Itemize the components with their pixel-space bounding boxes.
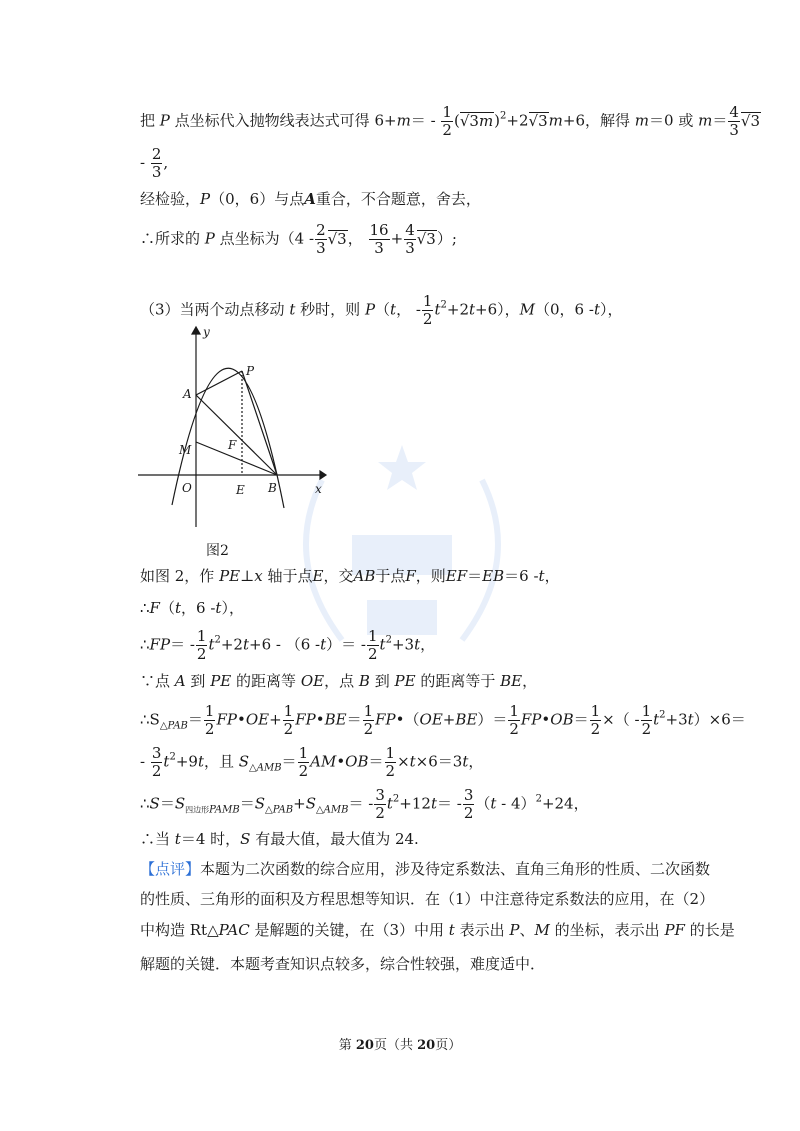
sqrt: √3m bbox=[459, 111, 494, 130]
fraction: $\frac{2}{3}$ bbox=[316, 221, 326, 257]
fraction: $\frac{3}{2}$ bbox=[463, 786, 474, 822]
comment-line-2: 的性质、三角形的面积及方程思想等知识．在（1）中注意待定系数法的应用，在（2） bbox=[140, 890, 715, 908]
fraction: $\frac{3}{2}$ bbox=[151, 744, 162, 780]
text-line-6: 如图 2，作 PE⊥x 轴于点E，交AB于点F，则EF＝EB＝6 -t， bbox=[140, 567, 560, 585]
label-O: O bbox=[182, 481, 192, 495]
fraction: $\frac{4}{3}$ bbox=[405, 221, 415, 257]
label-E: E bbox=[236, 483, 245, 497]
fraction: $\frac{1}{2}$ bbox=[422, 292, 433, 328]
label-M: M bbox=[179, 443, 192, 457]
x-axis-arrow bbox=[320, 471, 326, 479]
label-A: A bbox=[183, 387, 192, 401]
fraction: $\frac{1}{2}$ bbox=[368, 627, 378, 663]
fraction: $\frac{2}{3}$ bbox=[151, 145, 162, 181]
fraction: $\frac{1}{2}$ bbox=[196, 627, 207, 663]
fraction: $\frac{1}{2}$ bbox=[363, 702, 374, 738]
fraction: $\frac{1}{2}$ bbox=[509, 702, 519, 738]
figure-caption: 图2 bbox=[206, 543, 229, 559]
text-line-5: （3）当两个动点移动 t 秒时，则 P（t， - $\frac{1}{2}$ $t^2+2t+6$），M（0，6 -t）， bbox=[140, 292, 623, 328]
text-line-4: ∴所求的 P 点坐标为（4 - $\frac{2}{3}$ √3， $\frac{16}{3}$ + $\frac{4}{3}$ √3）; bbox=[140, 221, 457, 257]
sqrt: √3 bbox=[327, 229, 347, 248]
sqrt: √3 bbox=[740, 111, 761, 130]
comment-tag: 【点评】 bbox=[140, 860, 201, 878]
fraction: $\frac{1}{2}$ bbox=[442, 103, 452, 139]
sqrt: √3 bbox=[528, 111, 548, 130]
label-x: x bbox=[315, 482, 322, 496]
segment-MB bbox=[196, 442, 277, 475]
text-line-9: ∵点 A 到 PE 的距离等 OE，点 B 到 PE 的距离等于 BE， bbox=[140, 672, 538, 690]
text-line-10: $\therefore S_{\triangle PAB}=$ $\frac{1}{2}$ FP•OE+ $\frac{1}{2}$ FP•BE＝ $\frac{1}{2}$ FP•（OE+BE）＝ $\frac{1}{2}$ FP•OB＝ $\frac{1}{2}$ ×（ - $\frac{1}{2}$ $t^2+3t)\times 6=$ bbox=[140, 702, 746, 738]
label-F: F bbox=[228, 438, 237, 452]
page-footer: 第 20页（共 20页） bbox=[338, 1038, 462, 1053]
segment-AP bbox=[196, 371, 242, 395]
label-P: P bbox=[246, 364, 255, 378]
comment-line-1: 【点评】本题为二次函数的综合应用，涉及待定系数法、直角三角形的性质、二次函数 bbox=[140, 860, 711, 878]
text-line-1: 把 P 点坐标代入抛物线表达式可得 6+m＝ - $\frac{1}{2}$ $(√3m)^2+2√3m+6$，解得 m＝0 或 m＝ $\frac{4}{3}$ √3 bbox=[140, 103, 761, 139]
label-y: y bbox=[203, 325, 210, 339]
comment-line-4: 解题的关键．本题考查知识点较多，综合性较强，难度适中． bbox=[140, 955, 546, 973]
fraction: $\frac{1}{2}$ bbox=[641, 702, 652, 738]
segment-PB bbox=[242, 371, 277, 475]
segment-AB bbox=[196, 395, 277, 475]
fraction: $\frac{1}{2}$ bbox=[204, 702, 215, 738]
fraction: $\frac{1}{2}$ bbox=[385, 744, 396, 780]
y-axis-arrow bbox=[192, 327, 200, 334]
text-line-12: $\therefore S=S_{四边形PAMB}=S_{\triangle PAB}+S_{\triangle AMB}=$ - $\frac{3}{2}$ $t^2+12t=$ - $\frac{3}{2}$ （t - 4）$^2$+24， bbox=[140, 786, 589, 822]
fraction: $\frac{1}{2}$ bbox=[298, 744, 309, 780]
text-line-3: 经检验，P（0，6）与点A重合，不合题意，舍去， bbox=[140, 190, 481, 208]
geometry-figure bbox=[134, 320, 334, 535]
label-B: B bbox=[268, 481, 277, 495]
fraction: $\frac{3}{2}$ bbox=[375, 786, 385, 822]
fraction: $\frac{1}{2}$ bbox=[590, 702, 601, 738]
text-line-8: ∴FP＝ - $\frac{1}{2}$ $t^2+2t+6 - (6$ -t）＝ - $\frac{1}{2}$ $t^2+3t$， bbox=[140, 627, 436, 663]
sqrt: √3 bbox=[416, 229, 436, 248]
text-line-11: - $\frac{3}{2}$ $t^2+9t$，且 $S_{\triangle AMB}=$ $\frac{1}{2}$ AM•OB＝ $\frac{1}{2}$ ×t×6＝3t， bbox=[140, 744, 484, 780]
comment-line-3: 中构造 Rt△PAC 是解题的关键，在（3）中用 t 表示出 P、M 的坐标，表示出 PF 的长是 bbox=[140, 921, 735, 939]
text-line-2: - $\frac{2}{3}$ , bbox=[140, 145, 169, 181]
fraction: $\frac{16}{3}$ bbox=[369, 221, 389, 257]
fraction: $\frac{4}{3}$ bbox=[729, 103, 739, 139]
text-line-7: ∴F（t，6 -t）， bbox=[140, 599, 244, 617]
text-line-13: ∴当 t＝4 时，S 有最大值，最大值为 24. bbox=[140, 830, 419, 848]
fraction: $\frac{1}{2}$ bbox=[283, 702, 294, 738]
